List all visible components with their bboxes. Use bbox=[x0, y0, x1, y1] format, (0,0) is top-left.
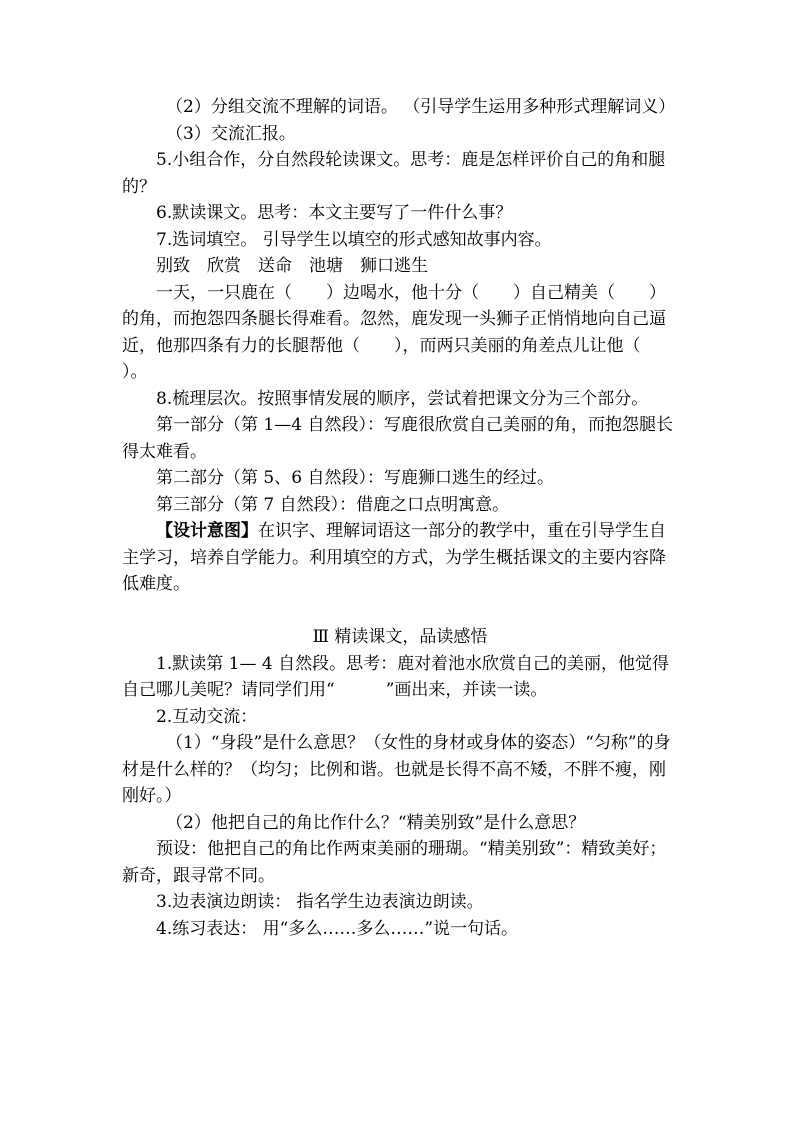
spacer bbox=[122, 598, 678, 625]
paragraph-silent-read-1-4: 1.默读第 1— 4 自然段。思考：鹿对着池水欣赏自己的美丽，他觉得自己哪儿美呢？请同学们用“ ”画出来，并读一读。 bbox=[122, 653, 670, 700]
paragraph-structure: 8.梳理层次。按照事情发展的顺序，尝试着把课文分为三个部分。 bbox=[156, 388, 649, 409]
section-heading: Ⅲ 精读课文，品读感悟 bbox=[312, 627, 488, 647]
paragraph-silent-reading: 6.默读课文。思考：本文主要写了一件什么事？ bbox=[156, 203, 513, 223]
paragraph-interactive: 2.互动交流： bbox=[156, 706, 258, 727]
paragraph-body-shape: （1）“身段”是什么意思？（女性的身材或身体的姿态）“匀称”的身材是什么样的？（均匀；比例和谐。也就是长得不高不矮，不胖不瘦，刚刚好。） bbox=[122, 733, 671, 806]
paragraph-story-blanks: 一天，一只鹿在（ ）边喝水，他十分（ ）自己精美（ ）的角，而抱怨四条腿长得难看。忽然，鹿发现一头狮子正悄悄地向自己逼近，他那四条有力的长腿帮他（ ），而两只美丽的角差点儿让他（ ）。 bbox=[122, 282, 675, 382]
paragraph-report: （3）交流汇报。 bbox=[166, 123, 296, 144]
design-intent-text: 在识字、理解词语这一部分的教学中，重在引导学生自主学习，培养自学能力。利用填空的方式，为学生概括课文的主要内容降低难度。 bbox=[122, 521, 666, 594]
paragraph-practice-expression: 4.练习表达： 用“多么……多么……”说一句话。 bbox=[156, 918, 519, 939]
paragraph-preset-answer: 预设：他把自己的角比作两束美丽的珊瑚。“精美别致”：精致美好；新奇，跟寻常不同。 bbox=[122, 839, 667, 886]
paragraph-design-intent bbox=[122, 518, 678, 598]
paragraph-group-discussion: （2）分组交流不理解的词语。 （引导学生运用多种形式理解词义） bbox=[166, 97, 676, 117]
document-page bbox=[122, 94, 678, 942]
paragraph-part-one: 第一部分（第 1—4 自然段）：写鹿很欣赏自己美丽的角，而抱怨腿长得太难看。 bbox=[122, 415, 673, 462]
paragraph-word-bank: 别致 欣赏 送命 池塘 狮口逃生 bbox=[156, 256, 428, 276]
design-intent-label: 【设计意图】 bbox=[156, 521, 258, 541]
paragraph-fill-in-blank: 7.选词填空。 引导学生以填空的形式感知故事内容。 bbox=[156, 229, 552, 250]
paragraph-antlers-question: （2）他把自己的角比作什么？“精美别致”是什么意思？ bbox=[166, 812, 586, 833]
paragraph-part-two: 第二部分（第 5、6 自然段）：写鹿狮口逃生的经过。 bbox=[156, 468, 554, 488]
paragraph-group-reading: 5.小组合作，分自然段轮读课文。思考：鹿是怎样评价自己的角和腿的？ bbox=[122, 150, 666, 197]
paragraph-perform-read: 3.边表演边朗读： 指名学生边表演边朗读。 bbox=[156, 892, 484, 912]
paragraph-part-three: 第三部分（第 7 自然段）：借鹿之口点明寓意。 bbox=[156, 494, 510, 515]
